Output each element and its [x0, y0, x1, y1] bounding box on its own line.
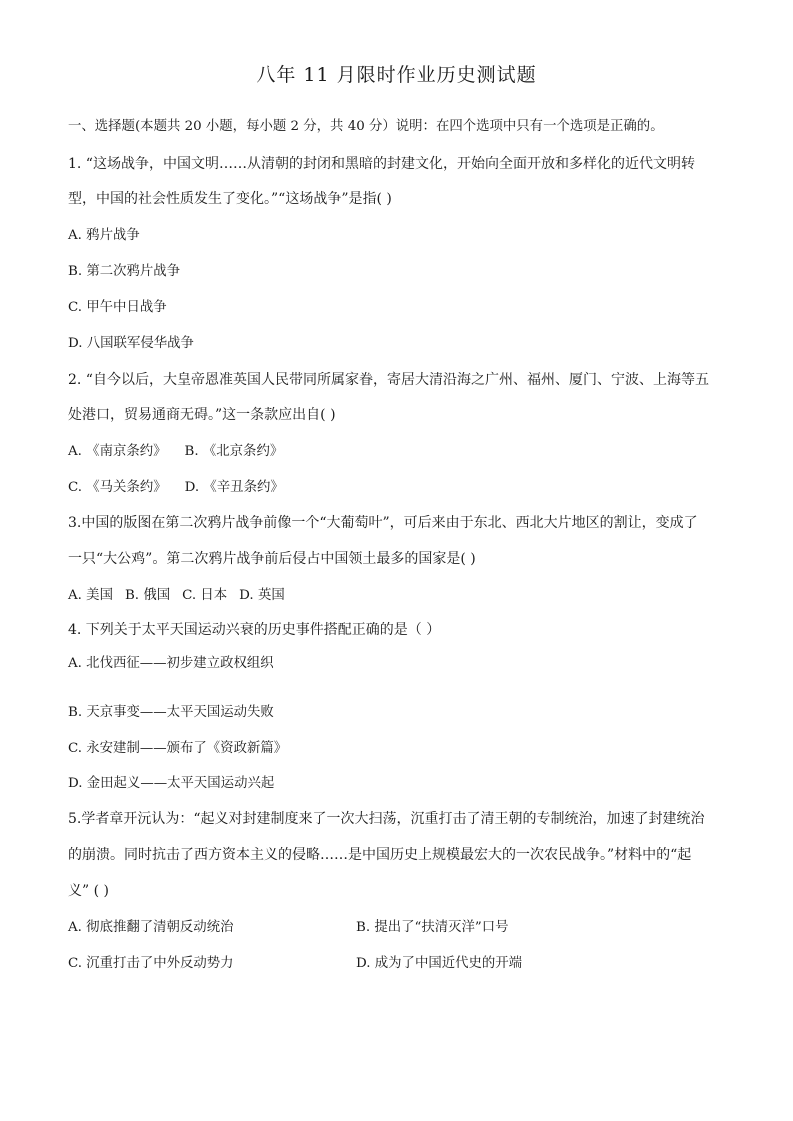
question-3-option-b: B. 俄国: [124, 588, 171, 603]
section-header: 一、选择题(本题共 20 小题，每小题 2 分，共 40 分）说明：在四个选项中只有一个选项是正确的。: [68, 119, 664, 134]
question-2-option-d: D. 《辛丑条约》: [184, 480, 284, 495]
question-2-option-b: B. 《北京条约》: [184, 444, 284, 459]
question-3-options-row: [68, 587, 285, 605]
page-title: 八年 11 月限时作业历史测试题: [256, 64, 537, 86]
question-4-option-a: A. 北伐西征——初步建立政权组织: [68, 656, 274, 671]
question-2-options-row-2: [68, 479, 284, 497]
question-4-option-d: D. 金田起义——太平天国运动兴起: [68, 776, 275, 791]
question-3-line-1: 3.中国的版图在第二次鸦片战争前像一个“大葡萄叶”，可后来由于东北、西北大片地区的割让，变成了: [68, 515, 698, 531]
question-5-option-b: B. 提出了“扶清灭洋”口号: [356, 920, 509, 935]
question-2-option-a: A. 《南京条约》: [68, 444, 167, 459]
question-1-option-b: B. 第二次鸦片战争: [68, 264, 181, 279]
question-4-line-1: 4. 下列关于太平天国运动兴衰的历史事件搭配正确的是（ ）: [68, 622, 441, 638]
question-2-option-c: C. 《马关条约》: [68, 480, 167, 495]
question-5-line-1: 5.学者章开沅认为：“起义对封建制度来了一次大扫荡，沉重打击了清王朝的专制统治，加速了封建统治: [68, 811, 705, 827]
question-3-option-c: C. 日本: [182, 588, 228, 603]
question-4-option-c: C. 永安建制——颁布了《资政新篇》: [68, 741, 288, 756]
question-1-line-1: 1. “这场战争，中国文明……从清朝的封闭和黑暗的封建文化，开始向全面开放和多样化的近代文明转: [68, 156, 695, 172]
question-4-option-b: B. 天京事变——太平天国运动失败: [68, 705, 274, 720]
question-1-line-2: 型，中国的社会性质发生了变化。”“这场战争”是指( ): [68, 191, 392, 207]
question-5-option-a: A. 彻底推翻了清朝反动统治: [68, 920, 234, 935]
question-5-line-3: 义” ( ): [68, 883, 109, 899]
question-1-option-c: C. 甲午中日战争: [68, 300, 167, 315]
question-1-option-a: A. 鸦片战争: [68, 228, 140, 243]
question-2-line-1: 2. “自今以后，大皇帝恩准英国人民带同所属家眷，寄居大清沿海之广州、福州、厦门、宁波、上海等五: [68, 372, 709, 388]
question-3-option-a: A. 美国: [68, 588, 113, 603]
question-3-line-2: 一只“大公鸡”。第二次鸦片战争前后侵占中国领土最多的国家是( ): [68, 551, 476, 567]
question-5-line-2: 的崩溃。同时抗击了西方资本主义的侵略……是中国历史上规模最宏大的一次农民战争。”材料中的“起: [68, 847, 692, 863]
question-5-option-d: D. 成为了中国近代史的开端: [356, 956, 523, 971]
question-5-option-c: C. 沉重打击了中外反动势力: [68, 956, 234, 971]
question-3-option-d: D. 英国: [239, 588, 285, 603]
question-2-line-2: 处港口，贸易通商无碍。”这一条款应出自( ): [68, 407, 336, 423]
question-2-options-row-1: [68, 443, 283, 461]
question-1-option-d: D. 八国联军侵华战争: [68, 336, 194, 351]
